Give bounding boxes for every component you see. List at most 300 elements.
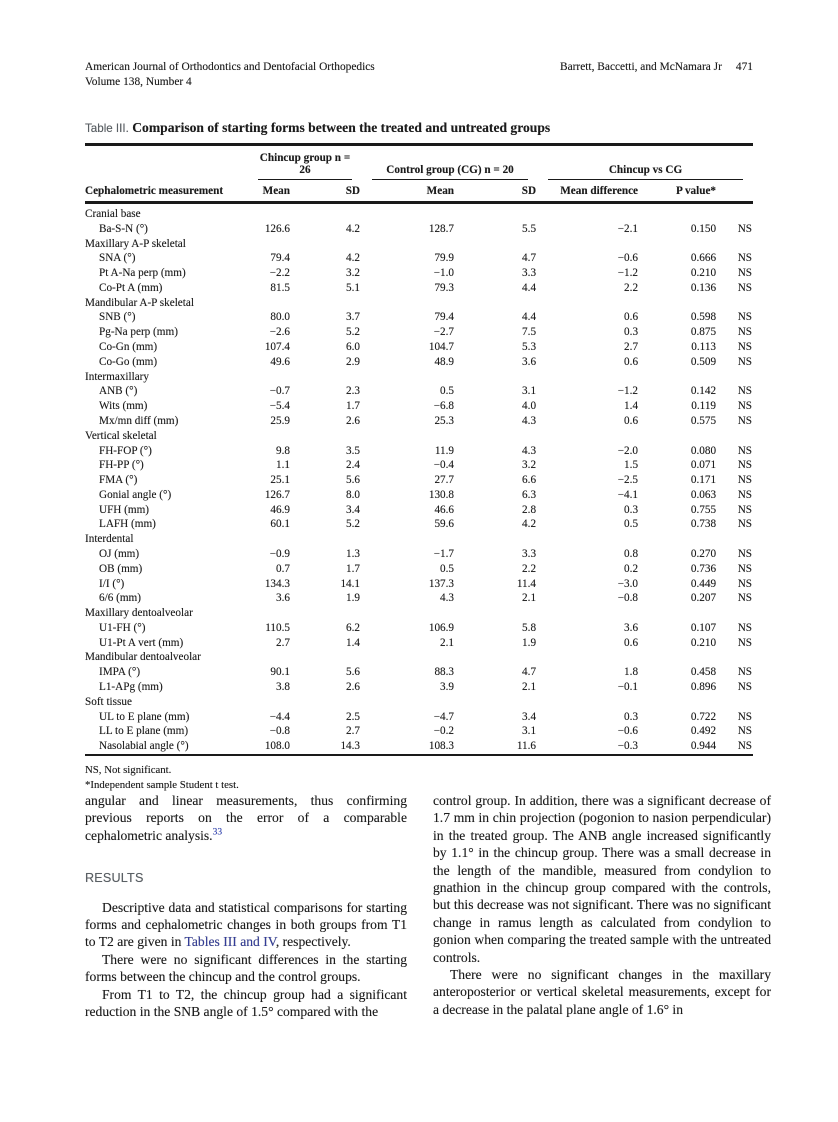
significance-cell: NS xyxy=(737,592,753,605)
value-cell: 0.207 xyxy=(690,592,717,605)
significance-cell: NS xyxy=(737,562,753,575)
column-header-significance xyxy=(718,180,753,203)
value-cell: 3.6 xyxy=(522,355,537,368)
table-row xyxy=(85,310,753,325)
table-section-row xyxy=(85,203,753,222)
value-cell: −0.9 xyxy=(269,547,290,560)
value-cell: 5.8 xyxy=(522,621,537,634)
value-cell: 5.3 xyxy=(522,341,537,354)
value-cell: 0.5 xyxy=(624,518,639,531)
value-cell: 0.458 xyxy=(690,666,717,679)
value-cell: 4.3 xyxy=(440,592,455,605)
value-cell: 0.3 xyxy=(624,326,639,339)
value-cell: 1.9 xyxy=(522,636,537,649)
value-cell: 4.2 xyxy=(346,252,361,265)
value-cell: −0.6 xyxy=(617,252,639,265)
table-group-header-row xyxy=(85,145,753,181)
significance-cell: NS xyxy=(737,326,753,339)
value-cell: −4.4 xyxy=(269,710,290,723)
paragraph xyxy=(85,899,407,951)
significance-cell: NS xyxy=(737,281,753,294)
measurement-label: UL to E plane (mm) xyxy=(99,710,190,723)
table-row xyxy=(85,325,753,340)
measurement-label: UFH (mm) xyxy=(99,503,150,516)
significance-cell: NS xyxy=(737,267,753,280)
value-cell: −0.3 xyxy=(617,740,639,753)
value-cell: 108.3 xyxy=(428,740,455,753)
value-cell: 1.8 xyxy=(624,666,639,679)
value-cell: 25.9 xyxy=(270,414,290,427)
value-cell: 0.3 xyxy=(624,710,639,723)
value-cell: 3.2 xyxy=(346,267,361,280)
table-section-row xyxy=(85,429,753,444)
value-cell: 0.113 xyxy=(691,341,717,354)
significance-cell: NS xyxy=(737,740,753,753)
column-header-p-value: P value* xyxy=(640,180,718,203)
column-header-mean-chincup: Mean xyxy=(248,180,292,203)
value-cell: −4.1 xyxy=(617,488,639,501)
value-cell: 2.3 xyxy=(346,385,361,398)
value-cell: 79.4 xyxy=(434,311,455,324)
value-cell: 0.5 xyxy=(440,562,455,575)
value-cell: 5.6 xyxy=(346,474,361,487)
value-cell: 48.9 xyxy=(434,355,455,368)
value-cell: 6.2 xyxy=(346,621,361,634)
value-cell: 0.509 xyxy=(690,355,717,368)
measurement-label: FH-FOP (°) xyxy=(99,444,152,457)
significance-cell: NS xyxy=(737,636,753,649)
value-cell: 0.210 xyxy=(690,636,717,649)
value-cell: −1.2 xyxy=(617,385,639,398)
paragraph: There were no significant differences in the starting forms between the chincup and the control groups. xyxy=(85,951,407,985)
value-cell: −2.0 xyxy=(617,444,639,457)
measurement-label: Pt A-Na perp (mm) xyxy=(99,267,186,280)
measurement-label: Co-Pt A (mm) xyxy=(99,281,163,294)
value-cell: 1.3 xyxy=(346,547,361,560)
value-cell: 4.3 xyxy=(522,414,537,427)
paragraph-text: angular and linear measurements, thus confirming previous reports on the error of a comparable cephalometric analysis. xyxy=(85,793,407,843)
significance-cell: NS xyxy=(737,400,753,413)
table-caption: Comparison of starting forms between the treated and untreated groups xyxy=(132,120,551,135)
value-cell: −2.7 xyxy=(433,326,455,339)
value-cell: 0.8 xyxy=(624,547,639,560)
value-cell: 134.3 xyxy=(264,577,290,590)
section-header: Interdental xyxy=(85,533,134,546)
value-cell: 0.119 xyxy=(691,400,717,413)
value-cell: 0.6 xyxy=(624,636,639,649)
value-cell: 79.9 xyxy=(434,252,455,265)
value-cell: 79.4 xyxy=(270,252,290,265)
table-row xyxy=(85,591,753,606)
value-cell: 2.2 xyxy=(624,281,639,294)
value-cell: 110.5 xyxy=(265,621,290,634)
measurement-label: L1-APg (mm) xyxy=(99,681,163,693)
table-column-header-row xyxy=(85,180,753,203)
value-cell: 0.6 xyxy=(624,311,639,324)
significance-cell: NS xyxy=(737,341,753,354)
results-heading: RESULTS xyxy=(85,871,144,886)
measurement-label: Co-Go (mm) xyxy=(99,355,158,368)
value-cell: 3.1 xyxy=(522,385,537,398)
significance-cell: NS xyxy=(737,385,753,398)
value-cell: 5.5 xyxy=(522,222,537,235)
table-section-row xyxy=(85,369,753,384)
value-cell: 59.6 xyxy=(434,518,455,531)
value-cell: 6.3 xyxy=(522,488,537,501)
measurement-label: Ba-S-N (°) xyxy=(99,222,148,235)
journal-title: American Journal of Orthodontics and Dentofacial Orthopedics xyxy=(85,61,375,73)
value-cell: 2.7 xyxy=(346,725,361,738)
measurement-label: LL to E plane (mm) xyxy=(99,725,189,738)
value-cell: −5.4 xyxy=(269,400,290,413)
value-cell: 1.5 xyxy=(624,459,639,472)
table-row xyxy=(85,473,753,488)
value-cell: 25.1 xyxy=(270,474,290,487)
value-cell: 5.1 xyxy=(346,281,361,294)
value-cell: 3.1 xyxy=(522,725,537,738)
value-cell: 1.7 xyxy=(346,400,361,413)
table-row xyxy=(85,502,753,517)
measurement-label: U1-Pt A vert (mm) xyxy=(99,636,184,649)
measurement-label: SNA (°) xyxy=(99,252,136,265)
measurement-label: OJ (mm) xyxy=(99,547,140,560)
paragraph: From T1 to T2, the chincup group had a significant reduction in the SNB angle of 1.5° compared with the xyxy=(85,986,407,1020)
value-cell: −0.7 xyxy=(269,385,290,398)
section-header: Intermaxillary xyxy=(85,370,149,383)
column-header-mean-difference: Mean difference xyxy=(538,180,640,203)
value-cell: 2.9 xyxy=(346,355,361,368)
journal-volume: Volume 138, Number 4 xyxy=(85,76,192,88)
significance-cell: NS xyxy=(737,355,753,368)
group-header-comparison-label: Chincup vs CG xyxy=(548,164,743,180)
value-cell: 88.3 xyxy=(434,666,455,679)
table-row xyxy=(85,355,753,370)
value-cell: 4.2 xyxy=(522,518,537,531)
table-row xyxy=(85,488,753,503)
table-row xyxy=(85,517,753,532)
table-section-row xyxy=(85,695,753,710)
significance-cell: NS xyxy=(737,710,753,723)
value-cell: 3.3 xyxy=(522,267,537,280)
value-cell: 4.7 xyxy=(522,666,537,679)
value-cell: −0.6 xyxy=(617,725,639,738)
value-cell: 2.6 xyxy=(346,681,361,693)
value-cell: 90.1 xyxy=(270,666,290,679)
value-cell: 2.2 xyxy=(522,562,537,575)
table-section-row xyxy=(85,650,753,665)
group-header-control-label: Control group (CG) n = 20 xyxy=(372,164,528,180)
table-row xyxy=(85,576,753,591)
value-cell: 11.4 xyxy=(516,577,537,590)
table-row xyxy=(85,222,753,237)
value-cell: 0.7 xyxy=(276,562,290,575)
value-cell: 7.5 xyxy=(522,326,537,339)
value-cell: 2.7 xyxy=(276,636,290,649)
value-cell: 3.5 xyxy=(346,444,361,457)
group-header-chincup-label: Chincup group n = 26 xyxy=(258,152,352,180)
value-cell: 0.6 xyxy=(624,414,639,427)
significance-cell: NS xyxy=(737,488,753,501)
value-cell: −1.0 xyxy=(433,267,455,280)
measurement-label: Mx/mn diff (mm) xyxy=(99,414,179,427)
value-cell: 2.6 xyxy=(346,414,361,427)
significance-cell: NS xyxy=(737,518,753,531)
empty-header-cell xyxy=(85,145,248,181)
value-cell: 60.1 xyxy=(270,518,290,531)
value-cell: −2.1 xyxy=(617,222,639,235)
value-cell: 4.3 xyxy=(522,444,537,457)
text-column-right xyxy=(433,792,771,1020)
significance-cell: NS xyxy=(737,503,753,516)
significance-cell: NS xyxy=(737,547,753,560)
measurement-label: Pg-Na perp (mm) xyxy=(99,326,178,339)
value-cell: −4.7 xyxy=(433,710,455,723)
value-cell: 0.270 xyxy=(690,547,717,560)
value-cell: 130.8 xyxy=(428,488,455,501)
value-cell: 0.722 xyxy=(690,710,717,723)
value-cell: 0.171 xyxy=(690,474,717,487)
value-cell: 137.3 xyxy=(428,577,455,590)
footnote-ns: NS, Not significant. xyxy=(85,763,172,776)
value-cell: 0.071 xyxy=(690,459,717,472)
table-row xyxy=(85,739,753,755)
value-cell: 2.1 xyxy=(522,592,537,605)
significance-cell: NS xyxy=(737,459,753,472)
section-header: Cranial base xyxy=(85,208,141,220)
value-cell: 1.7 xyxy=(346,562,361,575)
value-cell: −0.1 xyxy=(617,681,639,693)
value-cell: 3.4 xyxy=(522,710,537,723)
column-header-sd-chincup: SD xyxy=(292,180,362,203)
value-cell: 5.2 xyxy=(346,518,361,531)
value-cell: 0.2 xyxy=(624,562,639,575)
measurement-label: ANB (°) xyxy=(99,385,138,398)
value-cell: 0.666 xyxy=(690,252,717,265)
value-cell: −0.8 xyxy=(269,725,290,738)
value-cell: 2.8 xyxy=(522,503,537,516)
significance-cell: NS xyxy=(737,681,753,693)
significance-cell: NS xyxy=(737,311,753,324)
value-cell: 0.063 xyxy=(690,488,717,501)
comparison-table xyxy=(85,143,753,756)
text-column-left xyxy=(85,792,407,1020)
value-cell: 2.7 xyxy=(624,341,639,354)
table-row xyxy=(85,635,753,650)
table-title xyxy=(85,120,753,136)
section-header: Mandibular A-P skeletal xyxy=(85,296,194,309)
value-cell: 3.6 xyxy=(624,621,639,634)
value-cell: 0.5 xyxy=(440,385,455,398)
value-cell: 80.0 xyxy=(270,311,290,324)
paragraph: There were no significant changes in the maxillary anteroposterior or vertical skeletal measurements, except for a decrease in the palatal plane angle of 1.6° in xyxy=(433,967,771,1017)
running-header xyxy=(85,60,753,90)
value-cell: 27.7 xyxy=(434,474,455,487)
value-cell: −2.6 xyxy=(269,326,290,339)
value-cell: 5.2 xyxy=(346,326,361,339)
value-cell: 2.1 xyxy=(440,636,455,649)
value-cell: 4.2 xyxy=(346,222,361,235)
table-row xyxy=(85,709,753,724)
value-cell: −2.2 xyxy=(269,267,290,280)
value-cell: 0.080 xyxy=(690,444,717,457)
value-cell: 3.6 xyxy=(276,592,290,605)
group-header-chincup xyxy=(248,145,362,181)
value-cell: 3.7 xyxy=(346,311,361,324)
value-cell: 106.9 xyxy=(428,621,455,634)
table-row xyxy=(85,547,753,562)
value-cell: 0.736 xyxy=(690,562,717,575)
significance-cell: NS xyxy=(737,621,753,634)
column-header-measurement: Cephalometric measurement xyxy=(85,180,248,203)
value-cell: 0.755 xyxy=(690,503,717,516)
value-cell: 0.449 xyxy=(690,577,717,590)
value-cell: 46.9 xyxy=(270,503,290,516)
paragraph-text: Descriptive data and statistical comparisons for starting forms and cephalometric changes in both groups from T1 to T2 are given in xyxy=(85,899,407,950)
measurement-label: Gonial angle (°) xyxy=(99,488,172,501)
value-cell: 3.3 xyxy=(522,547,537,560)
value-cell: 0.107 xyxy=(690,621,717,634)
value-cell: 0.738 xyxy=(690,518,717,531)
value-cell: 14.3 xyxy=(340,740,361,753)
group-header-control xyxy=(362,145,538,181)
measurement-label: FMA (°) xyxy=(99,474,138,487)
table-row xyxy=(85,724,753,739)
value-cell: −1.2 xyxy=(617,267,639,280)
value-cell: 2.1 xyxy=(522,681,537,693)
value-cell: 3.2 xyxy=(522,459,537,472)
table-section-row xyxy=(85,236,753,251)
page-number: 471 xyxy=(735,61,753,73)
measurement-label: IMPA (°) xyxy=(99,666,141,679)
value-cell: 11.9 xyxy=(434,444,455,457)
tables-link[interactable]: Tables III and IV xyxy=(184,934,276,950)
authors-pageno xyxy=(560,60,753,75)
table-row xyxy=(85,281,753,296)
value-cell: 9.8 xyxy=(276,444,290,457)
value-cell: 0.3 xyxy=(624,503,639,516)
value-cell: 4.7 xyxy=(522,252,537,265)
value-cell: 8.0 xyxy=(346,488,361,501)
article-body xyxy=(85,792,771,1020)
table-footnotes xyxy=(85,763,753,794)
table-label: Table III. xyxy=(85,122,129,135)
paragraph-text: , respectively. xyxy=(275,934,351,950)
table-row xyxy=(85,458,753,473)
value-cell: 0.896 xyxy=(690,681,717,693)
value-cell: 0.150 xyxy=(690,222,717,235)
value-cell: 128.7 xyxy=(428,222,455,235)
significance-cell: NS xyxy=(737,577,753,590)
measurement-label: FH-PP (°) xyxy=(99,459,144,472)
paragraph: control group. In addition, there was a significant decrease of 1.7 mm in chin projection (pogonion to nasion perpendicular) in the treated group. The ANB angle increased significantly by 1.1° in the chincup group. There was a small decrease in the length of the mandible, measured from condylion to gnathion in the chincup group compared with the controls, but this decrease was not significant. There was no significant change in ramus length as calculated from condylion to gonion when comparing the treated sample with the untreated controls. xyxy=(433,793,771,965)
value-cell: 0.875 xyxy=(690,326,717,339)
value-cell: −0.8 xyxy=(617,592,639,605)
table-section-row xyxy=(85,532,753,547)
measurement-label: Nasolabial angle (°) xyxy=(99,740,189,753)
value-cell: −6.8 xyxy=(433,400,455,413)
value-cell: 0.210 xyxy=(690,267,717,280)
table-row xyxy=(85,665,753,680)
value-cell: 126.7 xyxy=(264,488,290,501)
column-header-mean-control: Mean xyxy=(362,180,456,203)
value-cell: 1.9 xyxy=(346,592,361,605)
value-cell: 81.5 xyxy=(270,281,290,294)
value-cell: 0.575 xyxy=(690,414,717,427)
table-row xyxy=(85,251,753,266)
table-row xyxy=(85,414,753,429)
table-row xyxy=(85,562,753,577)
value-cell: 1.4 xyxy=(346,636,361,649)
section-header: Maxillary dentoalveolar xyxy=(85,607,193,620)
value-cell: 6.6 xyxy=(522,474,537,487)
value-cell: 79.3 xyxy=(434,281,455,294)
significance-cell: NS xyxy=(737,252,753,265)
section-header: Mandibular dentoalveolar xyxy=(85,651,201,664)
table-row xyxy=(85,443,753,458)
significance-cell: NS xyxy=(737,444,753,457)
value-cell: 14.1 xyxy=(340,577,361,590)
table-3-container xyxy=(85,120,753,794)
value-cell: 3.4 xyxy=(346,503,361,516)
measurement-label: Wits (mm) xyxy=(99,400,148,413)
table-row xyxy=(85,399,753,414)
paragraph xyxy=(85,792,407,844)
value-cell: 2.5 xyxy=(346,710,361,723)
table-row xyxy=(85,340,753,355)
value-cell: −1.7 xyxy=(433,547,455,560)
value-cell: 6.0 xyxy=(346,341,361,354)
value-cell: 49.6 xyxy=(270,355,290,368)
value-cell: 11.6 xyxy=(516,740,537,753)
measurement-label: OB (mm) xyxy=(99,562,143,575)
value-cell: 4.0 xyxy=(522,400,537,413)
measurement-label: 6/6 (mm) xyxy=(99,592,141,605)
value-cell: −2.5 xyxy=(617,474,639,487)
value-cell: 4.4 xyxy=(522,311,537,324)
value-cell: 104.7 xyxy=(428,341,455,354)
value-cell: 0.492 xyxy=(690,725,717,738)
section-header: Vertical skeletal xyxy=(85,429,157,442)
value-cell: 3.9 xyxy=(440,681,455,693)
value-cell: 0.944 xyxy=(690,740,717,753)
journal-info xyxy=(85,60,375,90)
footnote-test: *Independent sample Student t test. xyxy=(85,779,239,792)
value-cell: 107.4 xyxy=(264,341,290,354)
table-row xyxy=(85,621,753,636)
value-cell: 3.8 xyxy=(276,681,290,693)
measurement-label: I/I (°) xyxy=(99,577,125,590)
table-row xyxy=(85,266,753,281)
value-cell: 4.4 xyxy=(522,281,537,294)
value-cell: 46.6 xyxy=(434,503,455,516)
table-section-row xyxy=(85,296,753,311)
measurement-label: SNB (°) xyxy=(99,311,136,324)
value-cell: 126.6 xyxy=(264,222,290,235)
measurement-label: LAFH (mm) xyxy=(99,518,156,531)
measurement-label: U1-FH (°) xyxy=(99,621,146,634)
value-cell: 1.4 xyxy=(624,400,639,413)
measurement-label: Co-Gn (mm) xyxy=(99,341,158,354)
significance-cell: NS xyxy=(737,725,753,738)
group-header-comparison xyxy=(538,145,753,181)
value-cell: 2.4 xyxy=(346,459,361,472)
value-cell: 25.3 xyxy=(434,414,455,427)
citation-ref-33[interactable]: 33 xyxy=(212,827,223,838)
table-row xyxy=(85,384,753,399)
table-section-row xyxy=(85,606,753,621)
authors: Barrett, Baccetti, and McNamara Jr xyxy=(559,61,722,73)
section-header: Soft tissue xyxy=(85,695,132,708)
